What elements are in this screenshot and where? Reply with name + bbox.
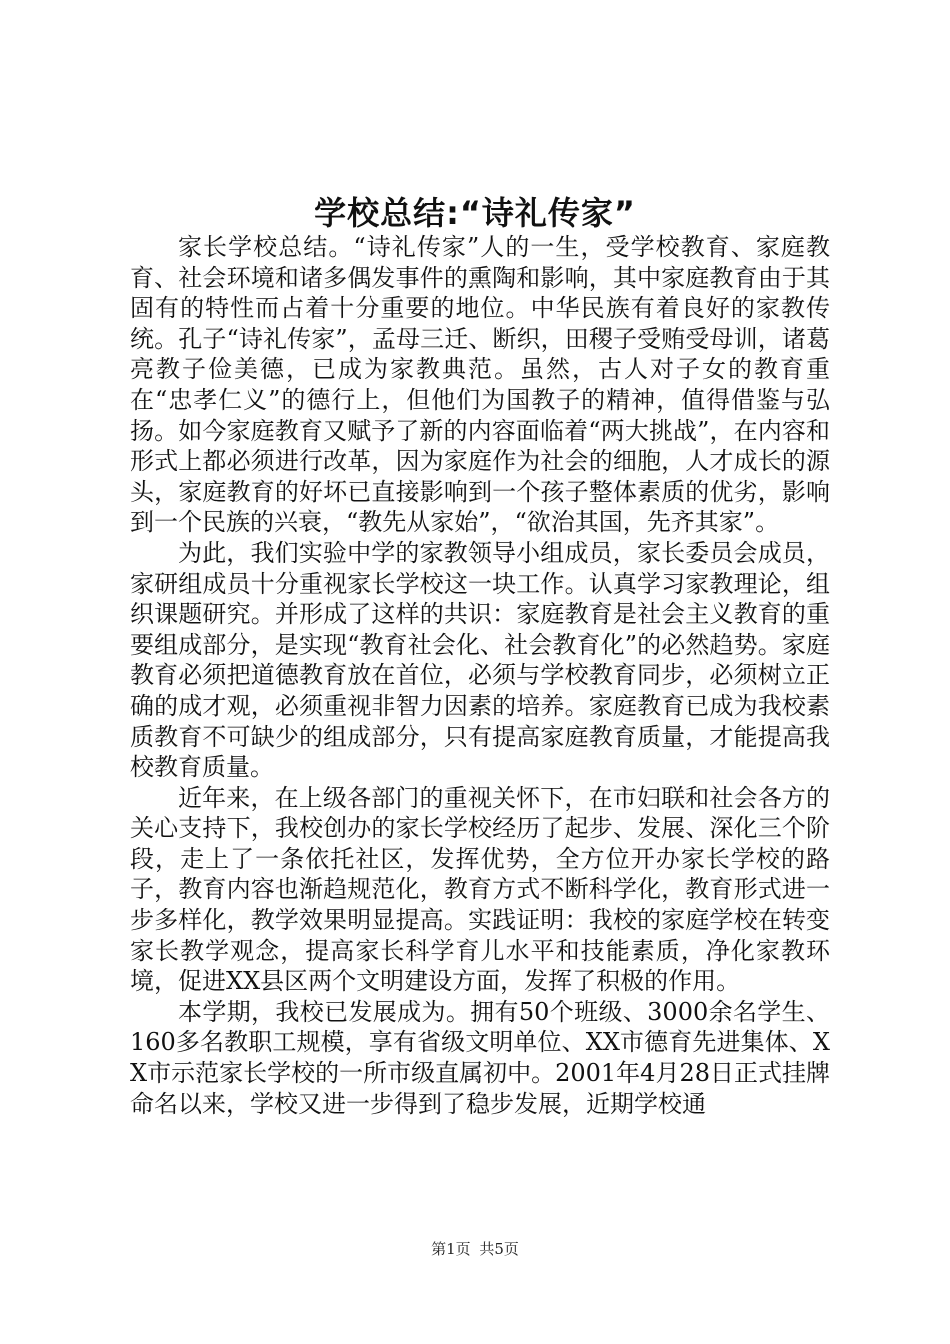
page-footer — [0, 1238, 950, 1259]
document-body — [130, 232, 830, 1119]
document-title: 学校总结:“诗礼传家” — [314, 194, 636, 232]
page-total: 共5页 — [479, 1240, 519, 1258]
paragraph: 近年来，在上级各部门的重视关怀下，在市妇联和社会各方的关心支持下，我校创办的家长学校经历了起步、发展、深化三个阶段，走上了一条依托社区，发挥优势，全方位开办家长学校的路子，教育内容也渐趋规范化，教育方式不断科学化，教育形式进一步多样化，教学效果明显提高。实践证明：我校的家庭学校在转变家长教学观念，提高家长科学育儿水平和技能素质，净化家教环境，促进XX县区两个文明建设方面，发挥了积极的作用。 — [130, 783, 830, 996]
paragraph: 家长学校总结。“诗礼传家”人的一生，受学校教育、家庭教育、社会环境和诸多偶发事件的熏陶和影响，其中家庭教育由于其固有的特性而占着十分重要的地位。中华民族有着良好的家教传统。孔子“诗礼传家”，孟母三迁、断织，田稷子受贿受母训，诸葛亮教子俭美德，已成为家教典范。虽然，古人对子女的教育重在“忠孝仁义”的德行上，但他们为国教子的精神，值得借鉴与弘扬。如今家庭教育又赋予了新的内容面临着“两大挑战”，在内容和形式上都必须进行改革，因为家庭作为社会的细胞，人才成长的源头，家庭教育的好坏已直接影响到一个孩子整体素质的优劣，影响到一个民族的兴衰，“教先从家始”，“欲治其国，先齐其家”。 — [130, 233, 830, 537]
paragraph: 为此，我们实验中学的家教领导小组成员，家长委员会成员，家研组成员十分重视家长学校这一块工作。认真学习家教理论，组织课题研究。并形成了这样的共识：家庭教育是社会主义教育的重要组成部分，是实现“教育社会化、社会教育化”的必然趋势。家庭教育必须把道德教育放在首位，必须与学校教育同步，必须树立正确的成才观，必须重视非智力因素的培养。家庭教育已成为我校素质教育不可缺少的组成部分，只有提高家庭教育质量，才能提高我校教育质量。 — [130, 538, 830, 782]
paragraph: 本学期，我校已发展成为。拥有50个班级、3000余名学生、160多名教职工规模，享有省级文明单位、XX市德育先进集体、XX市示范家长学校的一所市级直属初中。2001年4月28日正式挂牌命名以来，学校又进一步得到了稳步发展，近期学校通 — [130, 997, 830, 1118]
page-number: 第1页 — [431, 1240, 471, 1258]
